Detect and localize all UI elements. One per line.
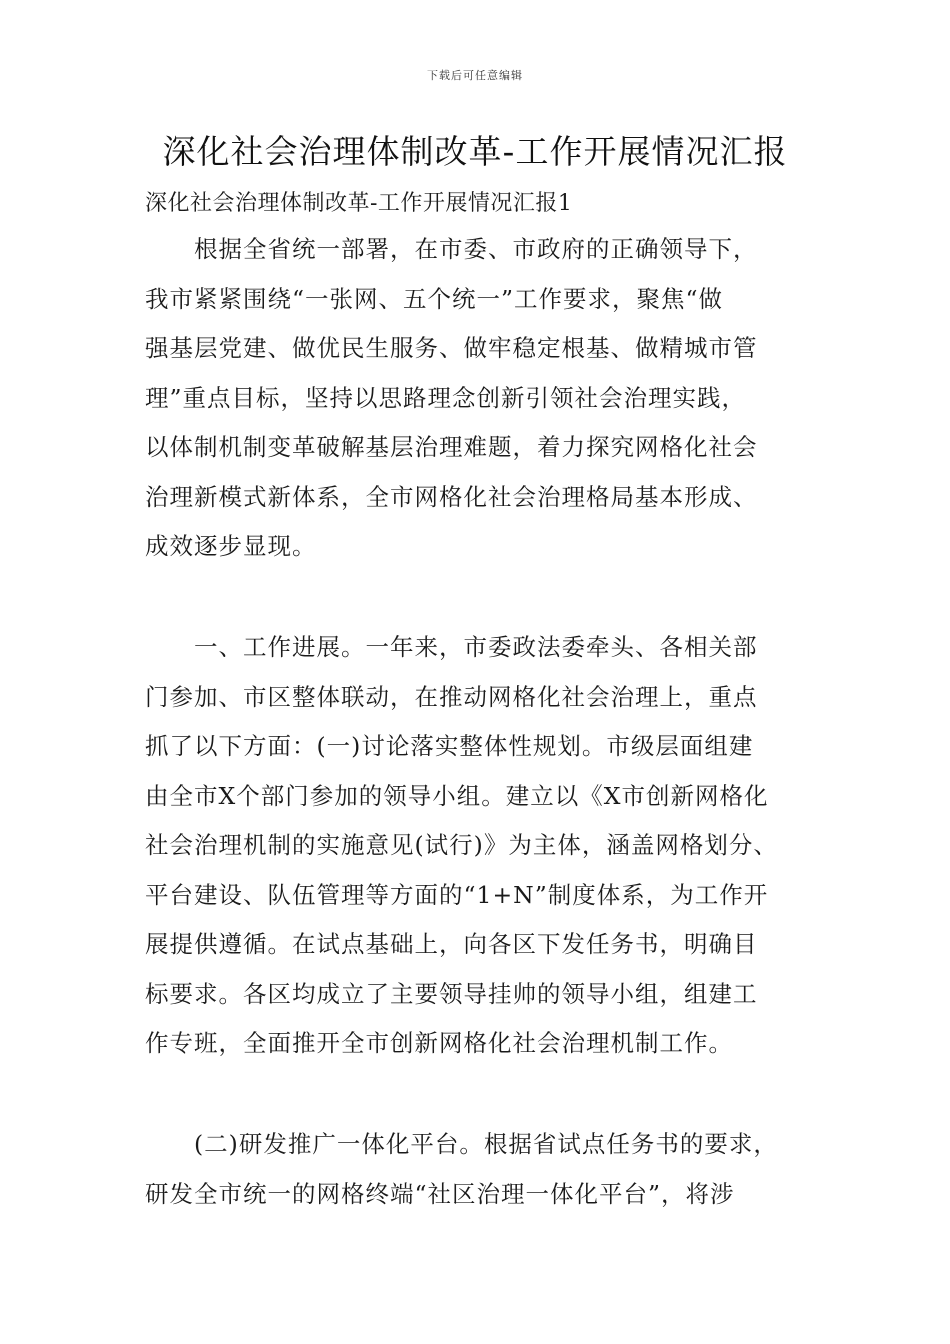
paragraph-line: 由全市X个部门参加的领导小组。建立以《X市创新网格化 bbox=[145, 781, 769, 810]
paragraph-line: 理”重点目标，坚持以思路理念创新引领社会治理实践， bbox=[145, 383, 747, 412]
paragraph-platform bbox=[145, 1120, 807, 1219]
paragraph-work-progress bbox=[145, 623, 807, 1069]
paragraph-line: 以体制机制变革破解基层治理难题，着力探究网格化社会 bbox=[145, 433, 758, 461]
document-title: 深化社会治理体制改革-工作开展情况汇报 bbox=[162, 132, 788, 171]
paragraph-line: 一、工作进展。一年来，市委政法委牵头、各相关部 bbox=[145, 633, 758, 661]
paragraph-line: 平台建设、队伍管理等方面的“1+N”制度体系，为工作开 bbox=[145, 880, 769, 909]
paragraph-line: 展提供遵循。在试点基础上，向各区下发任务书，明确目 bbox=[145, 930, 758, 958]
paragraph-line: 社会治理机制的实施意见(试行)》为主体，涵盖网格划分、 bbox=[145, 831, 778, 859]
paragraph-intro bbox=[145, 225, 807, 572]
paragraph-line: 作专班，全面推开全市创新网格化社会治理机制工作。 bbox=[145, 1029, 733, 1057]
header-note: 下载后可任意编辑 bbox=[427, 69, 523, 82]
paragraph-line: 门参加、市区整体联动，在推动网格化社会治理上，重点 bbox=[145, 682, 758, 711]
document-subtitle: 深化社会治理体制改革-工作开展情况汇报1 bbox=[145, 191, 573, 216]
paragraph-line: 我市紧紧围绕“一张网、五个统一”工作要求，聚焦“做 bbox=[145, 284, 724, 313]
paragraph-line: 研发全市统一的网格终端“社区治理一体化平台”，将涉 bbox=[145, 1179, 735, 1208]
paragraph-line: 根据全省统一部署，在市委、市政府的正确领导下， bbox=[145, 235, 758, 263]
paragraph-line: 治理新模式新体系，全市网格化社会治理格局基本形成、 bbox=[145, 482, 758, 511]
paragraph-line: 强基层党建、做优民生服务、做牢稳定根基、做精城市管 bbox=[145, 334, 758, 362]
paragraph-line: 标要求。各区均成立了主要领导挂帅的领导小组，组建工 bbox=[145, 979, 758, 1008]
paragraph-line: 成效逐步显现。 bbox=[145, 532, 317, 560]
paragraph-line: (二)研发推广一体化平台。根据省试点任务书的要求， bbox=[145, 1130, 778, 1158]
paragraph-line: 抓了以下方面：(一)讨论落实整体性规划。市级层面组建 bbox=[145, 732, 754, 760]
